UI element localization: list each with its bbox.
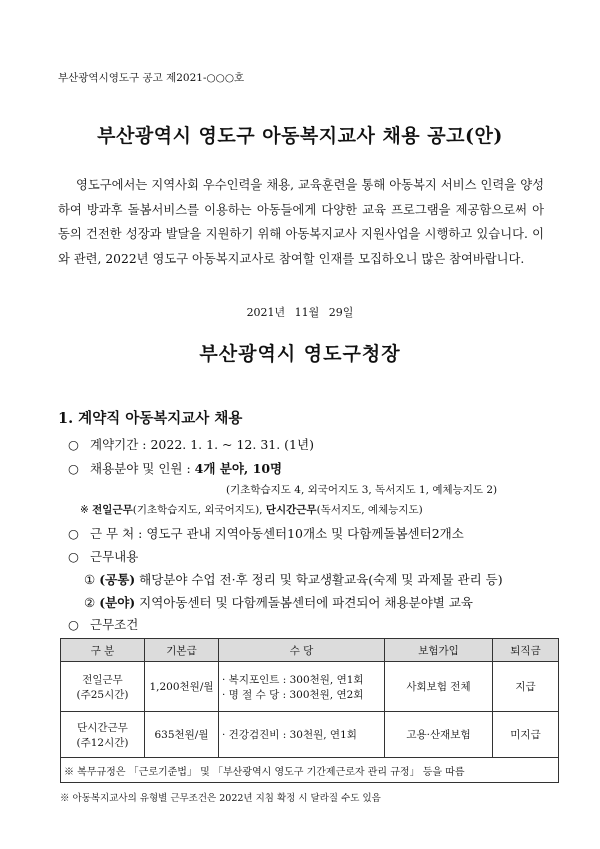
table-header: 수 당 <box>219 639 385 662</box>
table-row <box>61 662 559 712</box>
base-pay-cell: 1,200천원/월 <box>145 662 219 712</box>
duty-title: 근무내용 <box>90 549 139 564</box>
contract-period: 계약기간 : 2022. 1. 1. ~ 12. 31. (1년) <box>90 437 314 452</box>
table-footer-note: ※ 복무규정은 「근로기준법」 및 「부산광역시 영도구 기간제근로자 관리 규정」 등을 따름 <box>61 758 559 783</box>
page-title: 부산광역시 영도구 아동복지교사 채용 공고(안) <box>97 125 503 147</box>
severance-cell: 미지급 <box>493 712 559 758</box>
bullet-circle: ○ <box>68 437 79 452</box>
duty-title-line <box>68 547 138 565</box>
work-type-cell <box>61 712 145 758</box>
base-pay-cell: 635천원/월 <box>145 712 219 758</box>
fulltime-detail: (기초학습지도, 외국어지도), <box>132 504 266 516</box>
table-header-row <box>61 639 559 662</box>
duty2-text: 지역아동센터 및 다함께돌봄센터에 파견되어 채용분야별 교육 <box>135 595 473 610</box>
table-header: 보험가입 <box>385 639 493 662</box>
table-header: 기본급 <box>145 639 219 662</box>
allowance-item: · 복지포인트 : 300천원, 연1회 <box>222 673 364 686</box>
bullet-circle: ○ <box>68 549 79 564</box>
recruit-field-detail: (기초학습지도 4, 외국어지도 3, 독서지도 1, 예체능지도 2) <box>226 484 498 496</box>
table-header: 퇴직금 <box>493 639 559 662</box>
work-type: 전일근무 <box>82 673 123 686</box>
duty1-mark: ① <box>84 572 96 587</box>
announcement-date: 2021년 11월 29일 <box>246 306 354 319</box>
allowance-item: · 건강검진비 : 30천원, 연1회 <box>222 729 357 741</box>
bullet-circle: ○ <box>68 617 79 632</box>
workplace-line <box>68 524 464 542</box>
bullet-circle: ○ <box>68 526 79 541</box>
recruit-field-line <box>68 459 282 477</box>
footnote: ※ 아동복지교사의 유형별 근무조건은 2022년 지침 확정 시 달라질 수도 있음 <box>60 793 381 804</box>
work-type-note <box>80 502 423 517</box>
conditions-title-line <box>68 615 138 633</box>
work-type: 단시간근무 <box>77 721 128 734</box>
duty-common-line <box>84 570 503 588</box>
note-mark: ※ <box>80 504 89 516</box>
work-conditions-table <box>60 638 559 783</box>
section-title: 1. 계약직 아동복지교사 채용 <box>58 410 243 427</box>
work-type-cell <box>61 662 145 712</box>
contract-period-line <box>68 435 314 453</box>
bullet-circle: ○ <box>68 461 79 476</box>
duty1-text: 해당분야 수업 전·후 정리 및 학교생활교육(숙제 및 과제물 관리 등) <box>135 572 503 587</box>
duty-field-line <box>84 593 473 611</box>
work-hours: (주25시간) <box>76 688 129 701</box>
recruit-field-value: 4개 분야, 10명 <box>194 461 283 476</box>
recruit-field-label: 채용분야 및 인원 : <box>90 461 195 476</box>
intro-paragraph: 영도구에서는 지역사회 우수인력을 채용, 교육훈련을 통해 아동복지 서비스 인력을 양성하여 방과후 돌봄서비스를 이용하는 아동들에게 다양한 교육 프로그램을 제공함으로써 아동의 건전한 성장과 발달을 지원하기 위해 아동복지교사 지원사업을 시행하고 있습니다. 이와 관련, 2022년 영도구 아동복지교사로 참여할 인재를 모집하오니 많은 참여바랍니다. <box>58 178 544 266</box>
work-hours: (주12시간) <box>76 736 129 749</box>
conditions-title: 근무조건 <box>90 617 139 632</box>
fulltime-label: 전일근무 <box>92 504 133 516</box>
allowance-cell <box>219 712 385 758</box>
severance-cell: 지급 <box>493 662 559 712</box>
allowance-cell <box>219 662 385 712</box>
allowance-item: · 명 절 수 당 : 300천원, 연2회 <box>222 688 364 701</box>
insurance-cell: 사회보험 전체 <box>385 662 493 712</box>
parttime-detail: (독서지도, 예체능지도) <box>316 504 423 516</box>
workplace: 근 무 처 : 영도구 관내 지역아동센터10개소 및 다함께돌봄센터2개소 <box>90 526 464 541</box>
table-header: 구 분 <box>61 639 145 662</box>
notice-number: 부산광역시영도구 공고 제2021-○○○호 <box>58 72 245 84</box>
duty2-mark: ② <box>84 595 96 610</box>
table-footer-row <box>61 758 559 783</box>
table-row <box>61 712 559 758</box>
insurance-cell: 고용·산재보험 <box>385 712 493 758</box>
duty2-label: (분야) <box>99 595 136 610</box>
issuing-office: 부산광역시 영도구청장 <box>199 343 401 365</box>
parttime-label: 단시간근무 <box>265 504 317 516</box>
duty1-label: (공통) <box>99 572 136 587</box>
